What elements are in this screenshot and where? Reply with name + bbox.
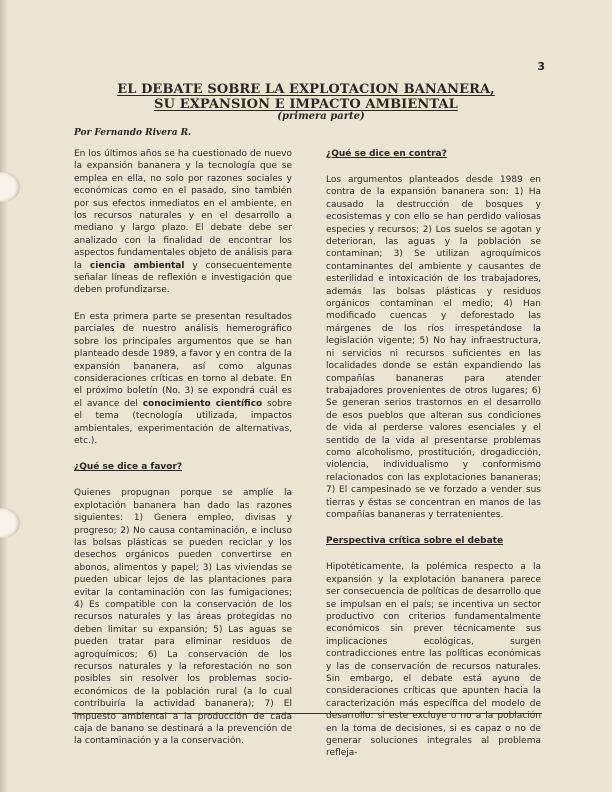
page-number: 3: [537, 60, 545, 73]
scope-paragraph: [74, 311, 292, 447]
favor-paragraph: Quienes propugnan porque se amplíe la explotación bananera han dado las razones siguientes: 1) Genera empleo, divisas y progreso; 2) No causa contaminación, e incluso las bolsas plásticas se pueden reciclar y los desechos orgánicos pueden convertirse en abonos, alimentos y papel; 3) Las viviendas se pueden ubicar lejos de las plantaciones para evitar la contaminación con las fumigaciones; 4) Es compatible con la conservación de los recursos naturales y las áreas protegidas no deben limitar su expansión; 5) Las aguas se pueden tratar para eliminar residuos de agroquímicos; 6) La conservación de los recursos naturales y la reforestación no son posibles sin resolver los problemas socio-económicos de la población rural (a lo cual contribuiría la actividad bananera); 7) El impuesto ambiental a la producción de cada caja de banano se destinará a la prevención de la contaminación y a la conservación.: [74, 488, 292, 747]
title-line-2: SU EXPANSION E IMPACTO AMBIENTAL: [154, 97, 458, 112]
scope-text: En esta primera parte se presentan resultados parciales de nuestro análisis hemerográfico sobre los principales argumentos que se han planteado desde 1989, a favor y en contra de la expansión bananera, así como algunas consideraciones críticas en torno al debate. En el próximo boletín (No. 3) se expondrá cuál es el avance del: [74, 311, 292, 409]
left-column: [74, 148, 292, 762]
punch-hole: [0, 508, 20, 538]
intro-bold-term: ciencia ambiental: [89, 260, 185, 271]
intro-text: En los últimos años se ha cuestionado de nuevo la expansión bananera y la tecnología que se emplea en ella, no solo por razones sociales y económicas como en el pasado, sino también por sus efectos inmediatos en el ambiente, en los recursos naturales y en el desarrollo a mediano y largo plazo. El debate debe ser analizado con la finalidad de encontrar los aspectos fundamentales objeto de análisis para la: [74, 149, 292, 271]
title-line-1: EL DEBATE SOBRE LA EXPLOTACION BANANERA,: [117, 82, 495, 97]
right-column: [326, 148, 541, 774]
heading-contra: ¿Qué se dice en contra?: [326, 149, 447, 159]
intro-paragraph: [74, 148, 292, 297]
article-subtitle: (primera parte): [277, 111, 365, 122]
footer-rule: [72, 713, 542, 714]
article-title: [0, 82, 612, 112]
intro-text-end: y consecuentemente señalar líneas de reflexión e investigación que deben profundizarse.: [74, 260, 292, 296]
heading-perspectiva: Perspectiva crítica sobre el debate: [326, 536, 504, 547]
heading-favor: ¿Qué se dice a favor?: [74, 462, 183, 473]
scope-text-end: sobre el tema (tecnología utilizada, impactos ambientales, experimentación de alternativas, etc.).: [74, 398, 292, 446]
contra-paragraph: Los argumentos planteados desde 1989 en contra de la expansión bananera son: 1) Ha causado la destrucción de bosques y ecosistemas y con ello se han perdido valiosas especies y recursos; 2) Los suelos se agotan y deterioran, las aguas y la población se contaminan; 3) Se utilizan agroquímicos contaminantes del ambiente y causantes de esterilidad e intoxicación de los trabajadores, además las bolsas plásticas y residuos orgánicos contaminan el medio; 4) Han modificado cuencas y deforestado las márgenes de los ríos irrespetándose la legislación vigente; 5) No hay infraestructura, ni servicios ni recursos suficientes en las localidades donde se están expandiendo las compañías bananeras para atender trabajadores provenientes de otros lugares; 6) Se generan serios trastornos en el desarrollo de esos pueblos que alteran sus condiciones de vida al perderse valores esenciales y el sentido de la vida al presentarse problemas como alcoholismo, prostitución, drogadicción, violencia, individualismo y conformismo relacionados con las explotaciones bananeras; 7) El campesinado se ve forzado a vender sus tierras y éstas se concentran en manos de las compañías bananeras y terratenientes.: [326, 175, 541, 520]
author-byline: Por Fernando Rivera R.: [74, 128, 192, 138]
perspectiva-paragraph: Hipotéticamente, la polémica respecto a la expansión y la explotación bananera parece ser consecuencia de políticas de desarrollo que se impulsan en el país; se incentiva un sector productivo con criterios fundamentalmente económicos sin prever técnicamente sus implicaciones ecológicas, surgen contradicciones entre las políticas económicas y las de conservación de recursos naturales. Sin embargo, el debate está ayuno de consideraciones críticas que apunten hacia la caracterización más específica del modelo de desarrollo: si este excluye o no a la población en la toma de decisiones, si es capaz o no de generar soluciones integrales al problema refleja-: [326, 562, 541, 759]
punch-hole: [0, 172, 20, 202]
scope-bold-term: conocimiento científico: [142, 398, 263, 409]
